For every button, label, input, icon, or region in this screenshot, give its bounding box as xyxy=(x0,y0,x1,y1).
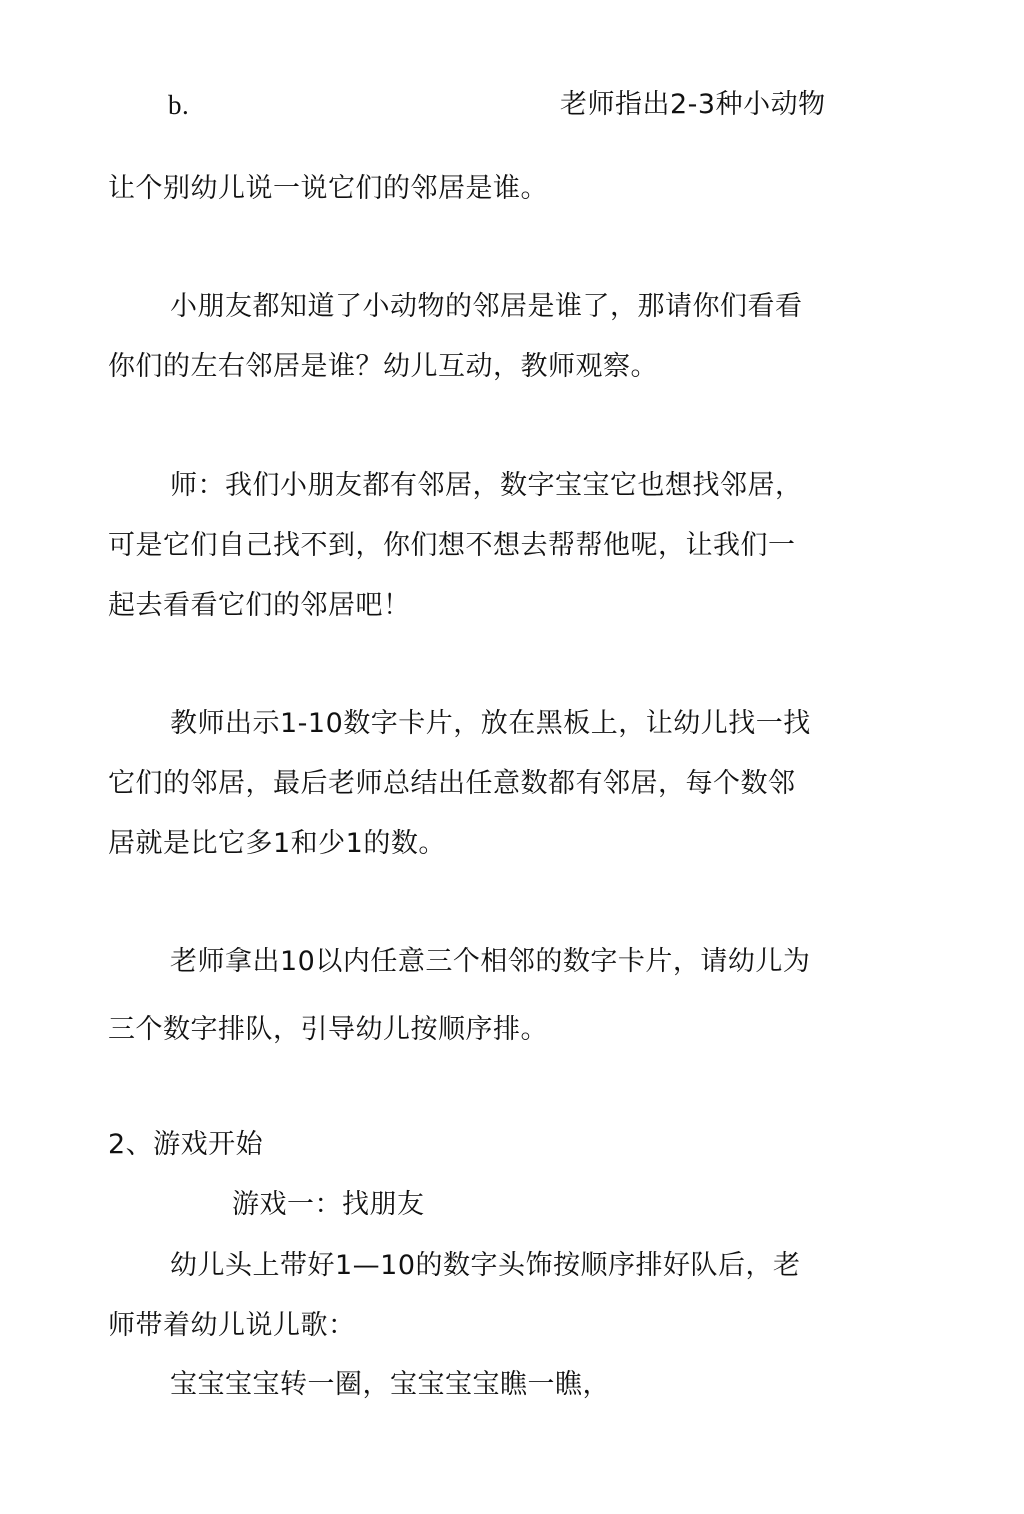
item-b-line2: 让个别幼儿说一说它们的邻居是谁。 xyxy=(108,173,548,204)
paragraph-line: 老师拿出10以内任意三个相邻的数字卡片，请幼儿为 xyxy=(170,946,811,977)
paragraph-line: 三个数字排队，引导幼儿按顺序排。 xyxy=(108,1014,548,1045)
paragraph-line: 教师出示1-10数字卡片，放在黑板上，让幼儿找一找 xyxy=(170,708,811,739)
rhyme-line: 宝宝宝宝转一圈，宝宝宝宝瞧一瞧， xyxy=(170,1369,610,1400)
paragraph-line: 它们的邻居，最后老师总结出任意数都有邻居，每个数邻 xyxy=(108,768,796,799)
item-b-marker: b. xyxy=(168,90,190,120)
paragraph-line: 起去看看它们的邻居吧！ xyxy=(108,590,411,621)
paragraph-line: 小朋友都知道了小动物的邻居是谁了，那请你们看看 xyxy=(170,291,803,322)
paragraph-line: 师带着幼儿说儿歌： xyxy=(108,1310,356,1341)
paragraph-line: 可是它们自己找不到，你们想不想去帮帮他呢，让我们一 xyxy=(108,530,796,561)
paragraph-line: 幼儿头上带好1—10的数字头饰按顺序排好队后，老 xyxy=(170,1250,801,1281)
paragraph-line: 师：我们小朋友都有邻居，数字宝宝它也想找邻居， xyxy=(170,470,803,501)
section-heading: 2、游戏开始 xyxy=(108,1129,264,1160)
paragraph-line: 你们的左右邻居是谁？幼儿互动，教师观察。 xyxy=(108,351,658,382)
item-b-line1: 老师指出2-3种小动物 xyxy=(560,89,826,120)
game-title: 游戏一：找朋友 xyxy=(232,1189,425,1220)
paragraph-line: 居就是比它多1和少1的数。 xyxy=(108,828,446,859)
